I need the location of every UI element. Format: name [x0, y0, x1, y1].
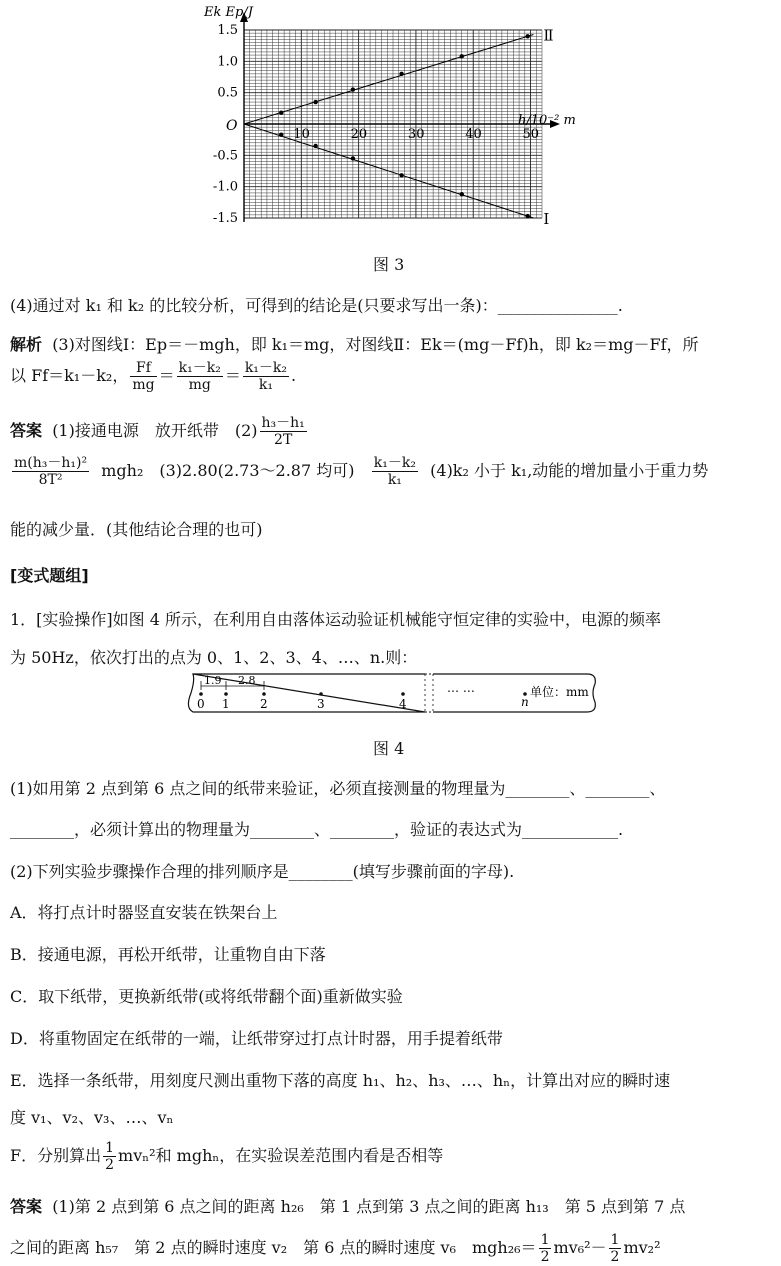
fraction-k-k1-answer: $\frac{\text{k₁－k₂}}{\text{k₁}}$	[373, 455, 416, 488]
data-point	[313, 100, 317, 104]
y-tick-label: -0.5	[212, 148, 238, 164]
fraction-half-b: $\frac{1}{2}$	[610, 1232, 620, 1265]
answer-2-line-2: 之间的距离 h₅₇ 第 2 点的瞬时速度 v₂ 第 6 点的瞬时速度 v₆ mgh₂₆＝ $\frac{1}{2}$ mv₆²－ $\frac{1}{2}$ mv₂²	[10, 1232, 661, 1265]
tape-point-label: 3	[317, 697, 325, 711]
tape-point-label: 1	[222, 697, 230, 711]
x-tick-label: 10	[293, 127, 310, 142]
option-d: D．将重物固定在纸带的一端，让纸带穿过打点计时器，用手提着纸带	[10, 1029, 503, 1048]
data-point	[313, 144, 317, 148]
question-4-blank: _______________.	[497, 296, 623, 315]
fraction-one-half: $\frac{1}{2}$	[105, 1140, 115, 1173]
tape-point-label: 0	[197, 697, 205, 711]
analysis-text-2: 以 Ff＝k₁－k₂，	[10, 366, 129, 385]
data-point	[399, 72, 403, 76]
distance-label-1: 1.9	[204, 674, 222, 687]
sub-1-line-1: (1)如用第 2 点到第 6 点之间的纸带来验证，必须直接测量的物理量为________、________、	[10, 779, 666, 798]
option-c: C．取下纸带，更换新纸带(或将纸带翻个面)重新做实验	[10, 987, 403, 1006]
tape-point	[224, 692, 228, 696]
tape-point-n-label: n	[521, 695, 529, 709]
fraction-ff-mg: $\frac{Ff}{mg}$	[132, 360, 155, 393]
sub-1-line-2: ________，必须计算出的物理量为________、________，验证的表达式为____________.	[10, 820, 624, 839]
chart-axes	[240, 12, 560, 222]
energy-height-chart	[200, 0, 580, 240]
y-axis-label: Ek Ep/J	[204, 5, 253, 20]
answer-1-line-3: 能的减少量．(其他结论合理的也可)	[10, 520, 263, 539]
x-tick-label: 20	[350, 127, 368, 142]
data-point	[351, 156, 355, 160]
y-tick-label: 1.5	[217, 23, 238, 38]
data-point	[460, 54, 464, 58]
fraction-k-k1: $\frac{\text{k₁－k₂}}{\text{k₁}}$	[244, 360, 288, 393]
analysis-line-1	[10, 335, 699, 355]
answer-2-line-1: 答案 (1)第 2 点到第 6 点之间的距离 h₂₆ 第 1 点到第 3 点之间的距离 h₁₃ 第 5 点到第 7 点	[10, 1197, 686, 1216]
sub-2-line-1: (2)下列实验步骤操作合理的排列顺序是________(填写步骤前面的字母).	[10, 862, 515, 881]
y-tick-label: 0.5	[217, 85, 238, 101]
question-4-text: (4)通过对 k₁ 和 k₂ 的比较分析，可得到的结论是(只要求写出一条)：	[10, 296, 498, 315]
tape-point-label: 2	[260, 697, 268, 711]
question-4	[10, 296, 623, 316]
y-tick-label: -1.0	[212, 179, 238, 195]
series-line-1	[244, 34, 533, 124]
paper-tape-figure	[185, 668, 605, 718]
tape-ellipsis: … …	[447, 681, 475, 695]
origin-label: O	[226, 118, 238, 134]
data-point	[460, 192, 464, 196]
answer-1-line-2: $\frac{\text{m(h₃－h₁)²}}{\text{8T²}}$ mgh₂ (3)2.80(2.73～2.87 均可) $\frac{\text{k₁－k₂}}{\text{k₁}}$ (4)k₂ 小于 k₁,动能的增加量小于重力势	[14, 455, 709, 488]
data-point	[351, 87, 355, 91]
option-e: E．选择一条纸带，用刻度尺测出重物下落的高度 h₁、h₂、h₃、…、hₙ，计算出对应的瞬时速	[10, 1071, 671, 1090]
answer-1-label: 答案	[10, 421, 43, 440]
series-label-1: Ⅱ	[543, 26, 554, 45]
option-f: F．分别算出 $\frac{1}{2}$ mvₙ²和 mghₙ，在实验误差范围内看是否相等	[10, 1140, 444, 1173]
option-a: A．将打点计时器竖直安装在铁架台上	[10, 903, 278, 922]
data-point	[525, 34, 529, 38]
fraction-k-mg: $\frac{\text{k₁－k₂}}{mg}$	[178, 360, 221, 393]
fraction-half-a: $\frac{1}{2}$	[540, 1232, 550, 1265]
analysis-line-2: 以 Ff＝k₁－k₂， $\frac{Ff}{mg}$ ＝ $\frac{\text{k₁－k₂}}{mg}$ ＝ $\frac{\text{k₁－k₂}}{\text{k₁}}$ .	[10, 360, 297, 393]
answer-1-line-1: 答案 (1)接通电源 放开纸带 (2) $\frac{\text{h₃－h₁}}{2T}$	[10, 415, 305, 448]
x-tick-label: 30	[407, 127, 425, 142]
tape-point-label: 4	[399, 697, 407, 711]
q1-line-2: 为 50Hz，依次打出的点为 0、1、2、3、4、…、n.则：	[10, 648, 418, 667]
figure-4-caption: 图 4	[373, 739, 405, 758]
section-title: [变式题组]	[10, 566, 89, 585]
y-tick-label: -1.5	[212, 211, 238, 226]
data-point	[279, 111, 283, 115]
x-axis-label: h/10⁻² m	[518, 113, 576, 128]
series-label-2: Ⅰ	[543, 209, 550, 228]
option-b: B．接通电源，再松开纸带，让重物自由下落	[10, 945, 326, 964]
data-point	[399, 173, 403, 177]
tape-point	[319, 692, 323, 696]
tape-point	[262, 692, 266, 696]
q1-line-1: 1．[实验操作]如图 4 所示，在利用自由落体运动验证机械能守恒定律的实验中，电源的频率	[10, 610, 662, 629]
x-tick-label: 40	[465, 127, 482, 142]
answer-2-label: 答案	[10, 1197, 43, 1216]
analysis-label: 解析	[10, 335, 43, 354]
data-point	[525, 214, 529, 218]
tape-point	[199, 692, 203, 696]
y-tick-label: 1.0	[217, 54, 238, 70]
data-point	[279, 132, 283, 136]
option-e-continued: 度 v₁、v₂、v₃、…、vₙ	[10, 1108, 174, 1127]
figure-3-caption: 图 3	[373, 255, 405, 274]
tape-unit-label: 单位：mm	[530, 685, 589, 699]
analysis-text-1: (3)对图线Ⅰ：Ep＝－mgh，即 k₁＝mg，对图线Ⅱ：Ek＝(mg－Ff)h，即 k₂＝mg－Ff，所	[52, 335, 699, 354]
x-tick-label: 50	[522, 127, 540, 142]
distance-label-2: 2.8	[238, 674, 256, 687]
tape-point	[401, 692, 405, 696]
fraction-h-2t: $\frac{\text{h₃－h₁}}{2T}$	[261, 415, 305, 448]
fraction-mh-8t2: $\frac{\text{m(h₃－h₁)²}}{\text{8T²}}$	[14, 455, 88, 488]
